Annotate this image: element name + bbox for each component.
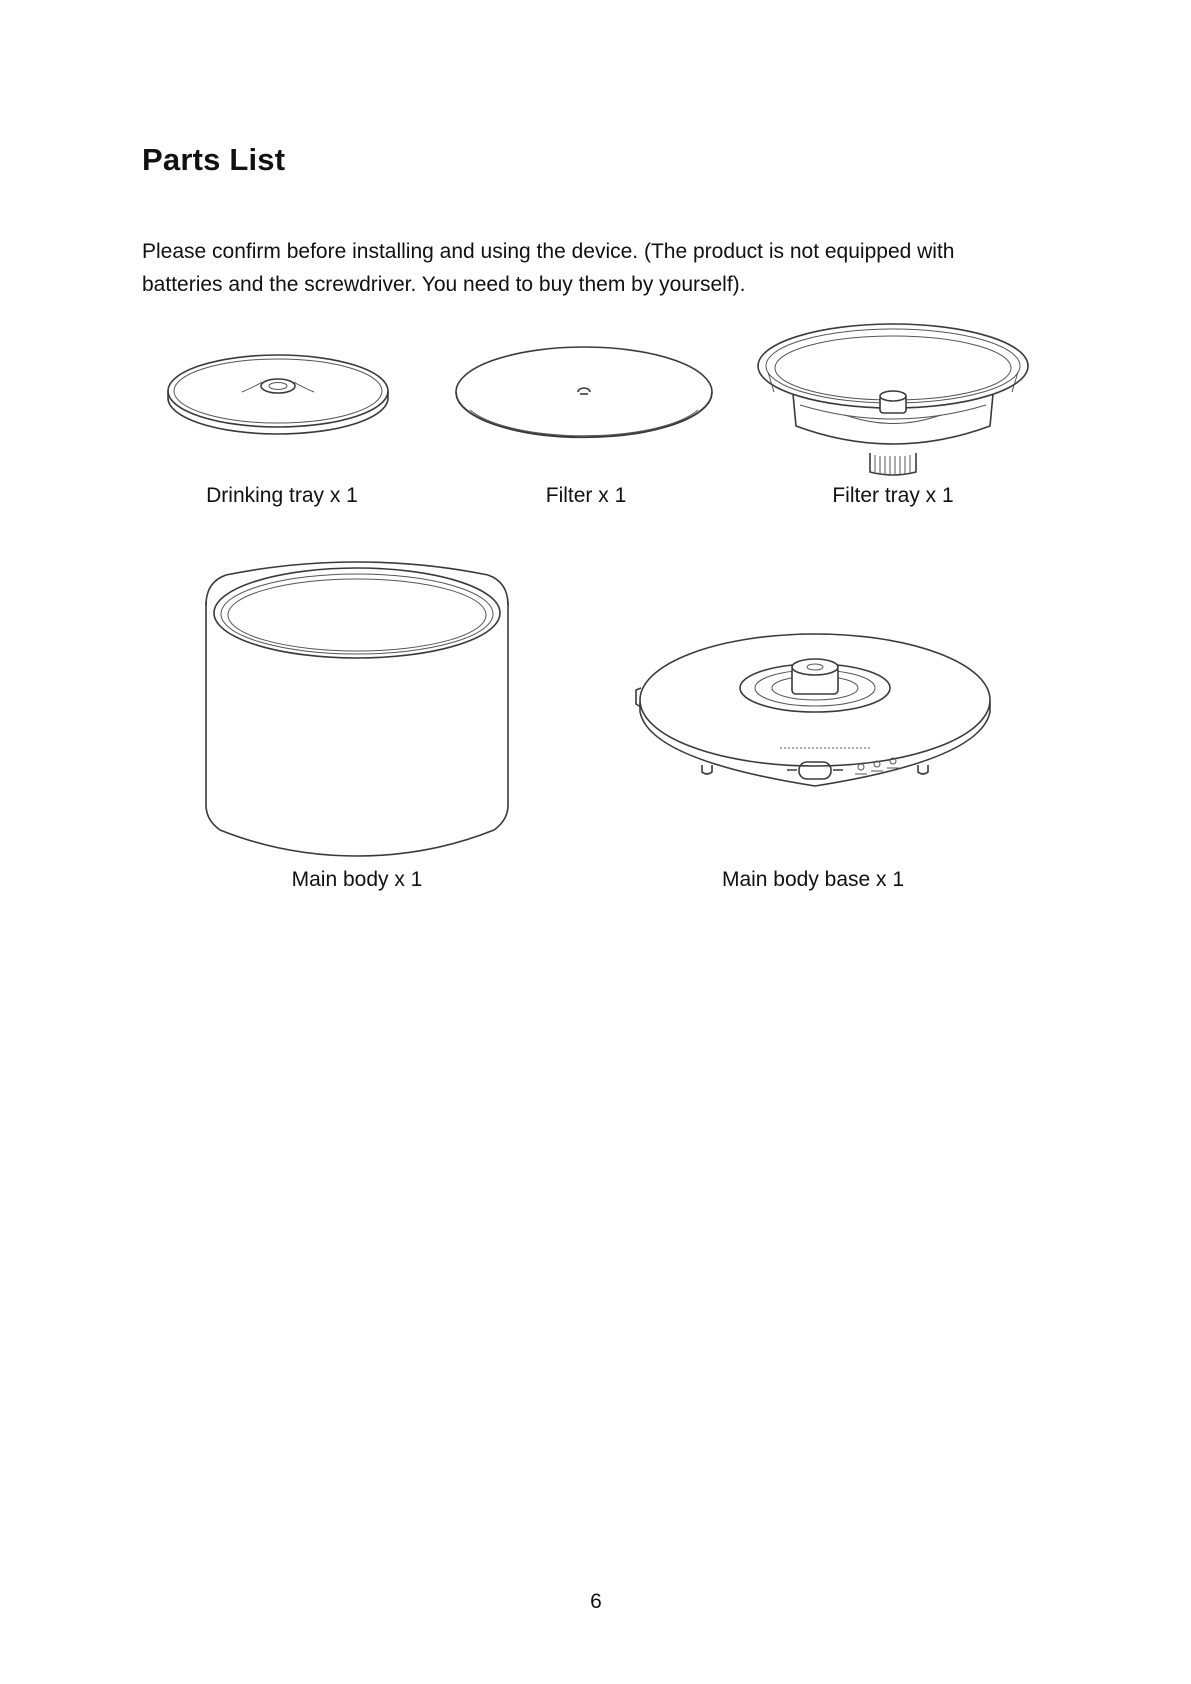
- page-number: 6: [590, 1590, 602, 1613]
- intro-line-2: batteries and the screwdriver. You need to buy them by yourself).: [142, 273, 746, 296]
- intro-line-1: Please confirm before installing and using the device. (The product is not equipped with: [142, 240, 955, 263]
- part-label: Filter tray x 1: [832, 484, 954, 507]
- page-title: Parts List: [142, 142, 286, 177]
- part-label: Main body x 1: [291, 868, 423, 891]
- part-label: Main body base x 1: [721, 868, 905, 891]
- part-label: Filter x 1: [545, 484, 627, 507]
- part-label: Drinking tray x 1: [206, 484, 358, 507]
